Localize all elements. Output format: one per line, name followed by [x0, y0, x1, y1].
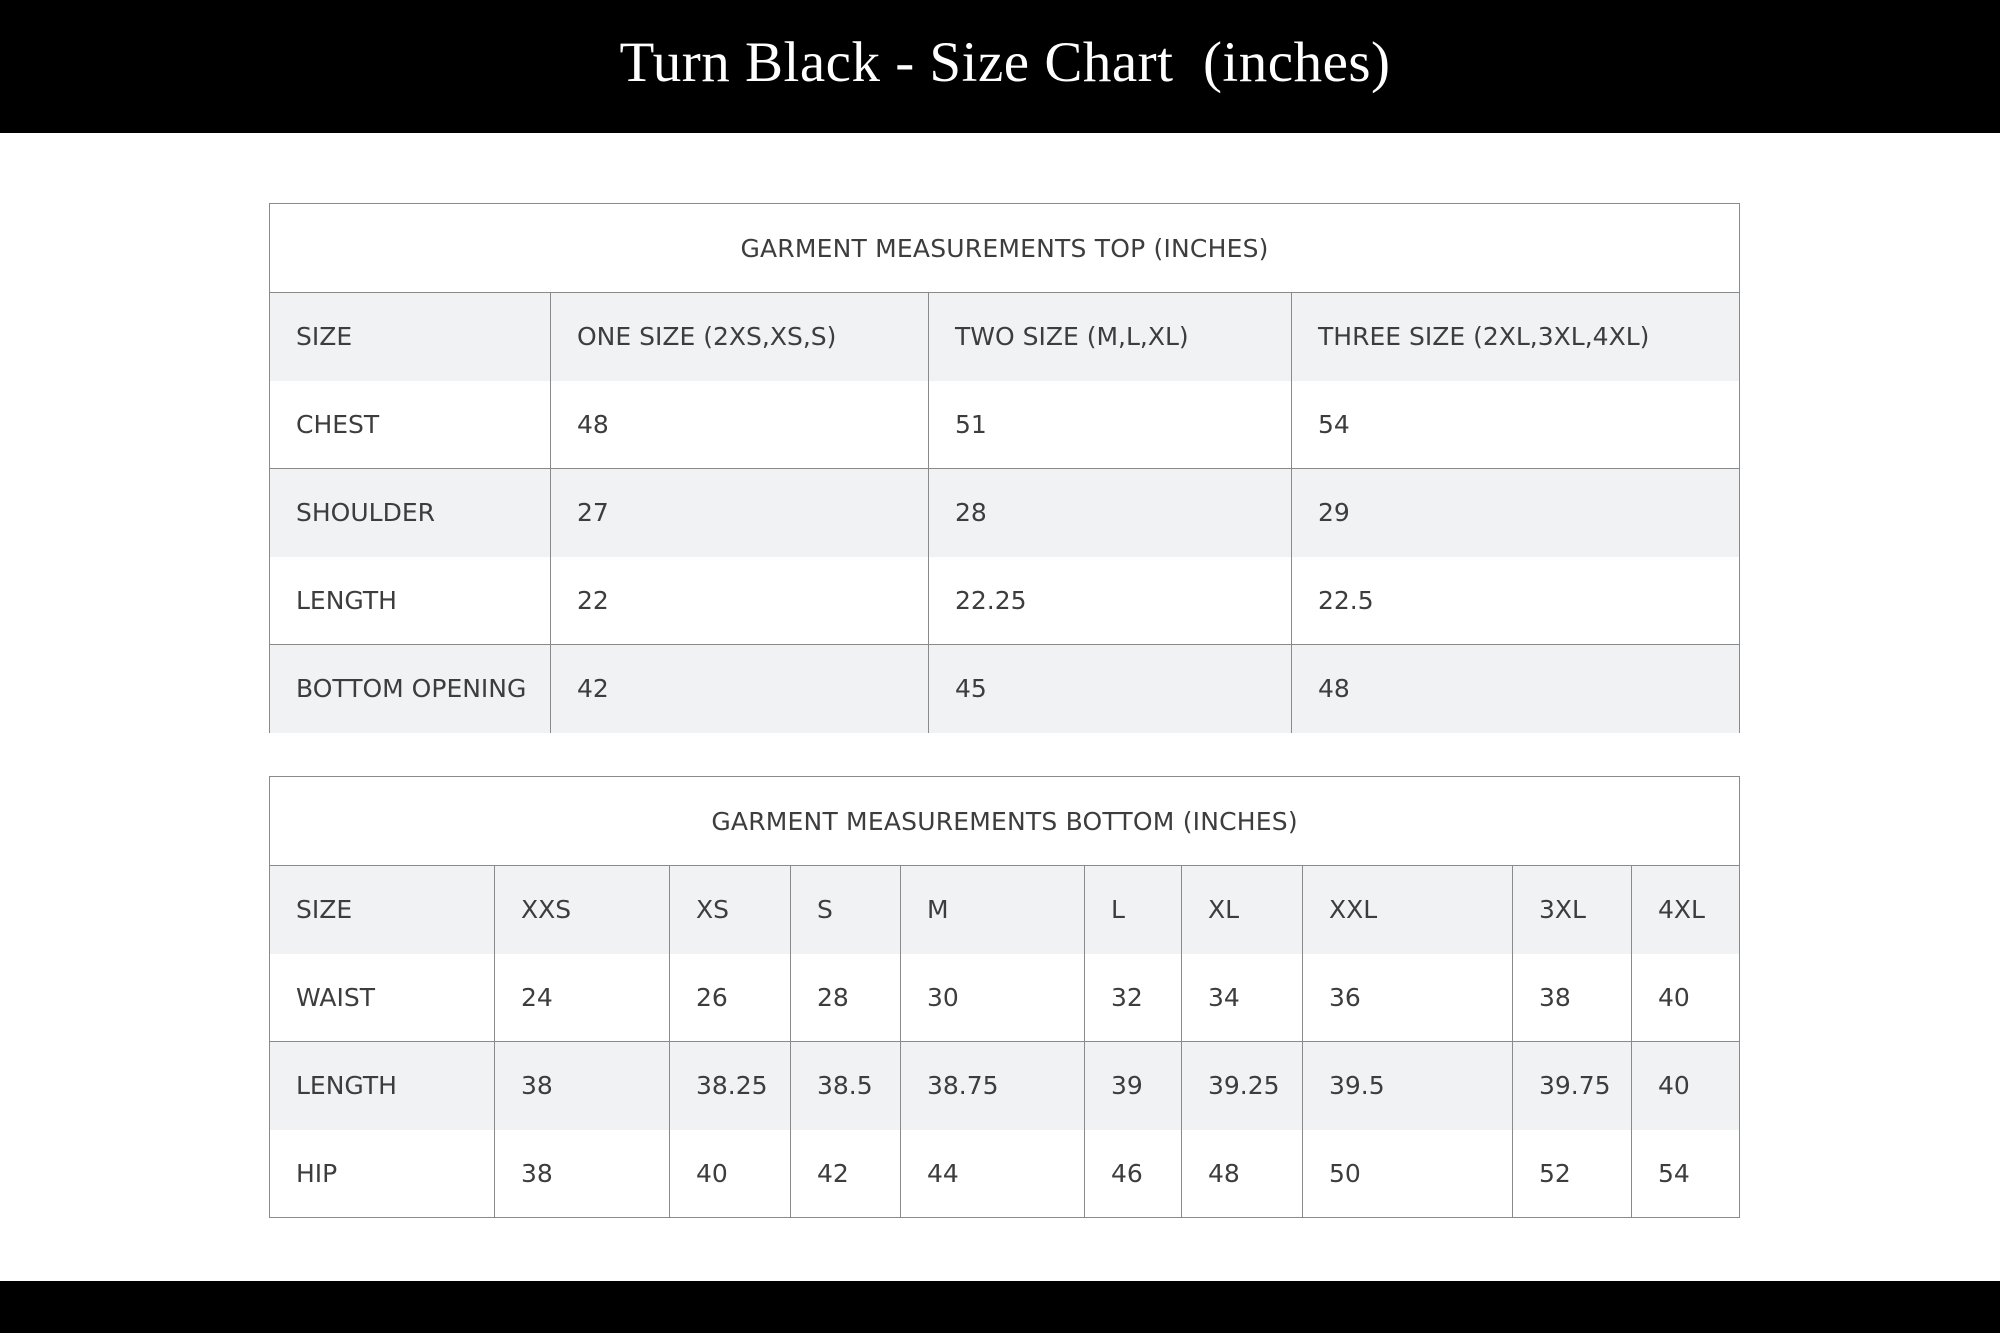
header-cell: 3XL	[1513, 866, 1632, 954]
header-cell: XXL	[1303, 866, 1513, 954]
value-cell: 51	[929, 381, 1292, 469]
value-cell: 39	[1085, 1042, 1182, 1130]
value-cell: 22.25	[929, 557, 1292, 645]
table-row	[270, 557, 1740, 645]
header-cell: XL	[1182, 866, 1303, 954]
page-title: Turn Black - Size Chart (inches)	[619, 31, 1391, 94]
table-row	[270, 1130, 1740, 1218]
header-cell: M	[901, 866, 1085, 954]
value-cell: 38	[495, 1042, 670, 1130]
value-cell: 36	[1303, 954, 1513, 1042]
table-row	[270, 645, 1740, 733]
value-cell: 46	[1085, 1130, 1182, 1218]
table-row	[270, 1042, 1740, 1130]
header-cell: XXS	[495, 866, 670, 954]
header-cell: THREE SIZE (2XL,3XL,4XL)	[1292, 293, 1740, 381]
header-cell: SIZE	[270, 293, 551, 381]
value-cell: 28	[929, 469, 1292, 557]
value-cell: 44	[901, 1130, 1085, 1218]
value-cell: 48	[1292, 645, 1740, 733]
value-cell: 38	[1513, 954, 1632, 1042]
value-cell: 38.25	[670, 1042, 791, 1130]
header-cell: TWO SIZE (M,L,XL)	[929, 293, 1292, 381]
table-row	[270, 469, 1740, 557]
value-cell: 50	[1303, 1130, 1513, 1218]
header-cell: ONE SIZE (2XS,XS,S)	[551, 293, 929, 381]
bottom-measurements-table	[269, 776, 1740, 1218]
header-cell: L	[1085, 866, 1182, 954]
value-cell: 22.5	[1292, 557, 1740, 645]
table-row	[270, 954, 1740, 1042]
value-cell: 26	[670, 954, 791, 1042]
value-cell: 48	[551, 381, 929, 469]
value-cell: 42	[551, 645, 929, 733]
top-banner	[0, 0, 2000, 133]
value-cell: 28	[791, 954, 901, 1042]
value-cell: 30	[901, 954, 1085, 1042]
table-header-row	[270, 866, 1740, 954]
value-cell: 54	[1292, 381, 1740, 469]
header-cell: S	[791, 866, 901, 954]
value-cell: 22	[551, 557, 929, 645]
header-cell: 4XL	[1632, 866, 1740, 954]
row-label-cell: WAIST	[270, 954, 495, 1042]
table-caption: GARMENT MEASUREMENTS BOTTOM (INCHES)	[270, 777, 1740, 866]
value-cell: 48	[1182, 1130, 1303, 1218]
row-label-cell: LENGTH	[270, 1042, 495, 1130]
value-cell: 32	[1085, 954, 1182, 1042]
value-cell: 29	[1292, 469, 1740, 557]
value-cell: 39.5	[1303, 1042, 1513, 1130]
value-cell: 40	[1632, 1042, 1740, 1130]
value-cell: 24	[495, 954, 670, 1042]
value-cell: 27	[551, 469, 929, 557]
header-cell: SIZE	[270, 866, 495, 954]
row-label-cell: SHOULDER	[270, 469, 551, 557]
value-cell: 39.75	[1513, 1042, 1632, 1130]
row-label-cell: HIP	[270, 1130, 495, 1218]
table-row	[270, 381, 1740, 469]
header-cell: XS	[670, 866, 791, 954]
top-measurements-table	[269, 203, 1740, 733]
value-cell: 34	[1182, 954, 1303, 1042]
value-cell: 45	[929, 645, 1292, 733]
table-header-row	[270, 293, 1740, 381]
table-caption: GARMENT MEASUREMENTS TOP (INCHES)	[270, 204, 1740, 293]
value-cell: 40	[1632, 954, 1740, 1042]
value-cell: 40	[670, 1130, 791, 1218]
value-cell: 52	[1513, 1130, 1632, 1218]
row-label-cell: BOTTOM OPENING	[270, 645, 551, 733]
row-label-cell: LENGTH	[270, 557, 551, 645]
bottom-banner	[0, 1281, 2000, 1333]
value-cell: 42	[791, 1130, 901, 1218]
value-cell: 54	[1632, 1130, 1740, 1218]
value-cell: 38.5	[791, 1042, 901, 1130]
value-cell: 38.75	[901, 1042, 1085, 1130]
row-label-cell: CHEST	[270, 381, 551, 469]
value-cell: 38	[495, 1130, 670, 1218]
value-cell: 39.25	[1182, 1042, 1303, 1130]
